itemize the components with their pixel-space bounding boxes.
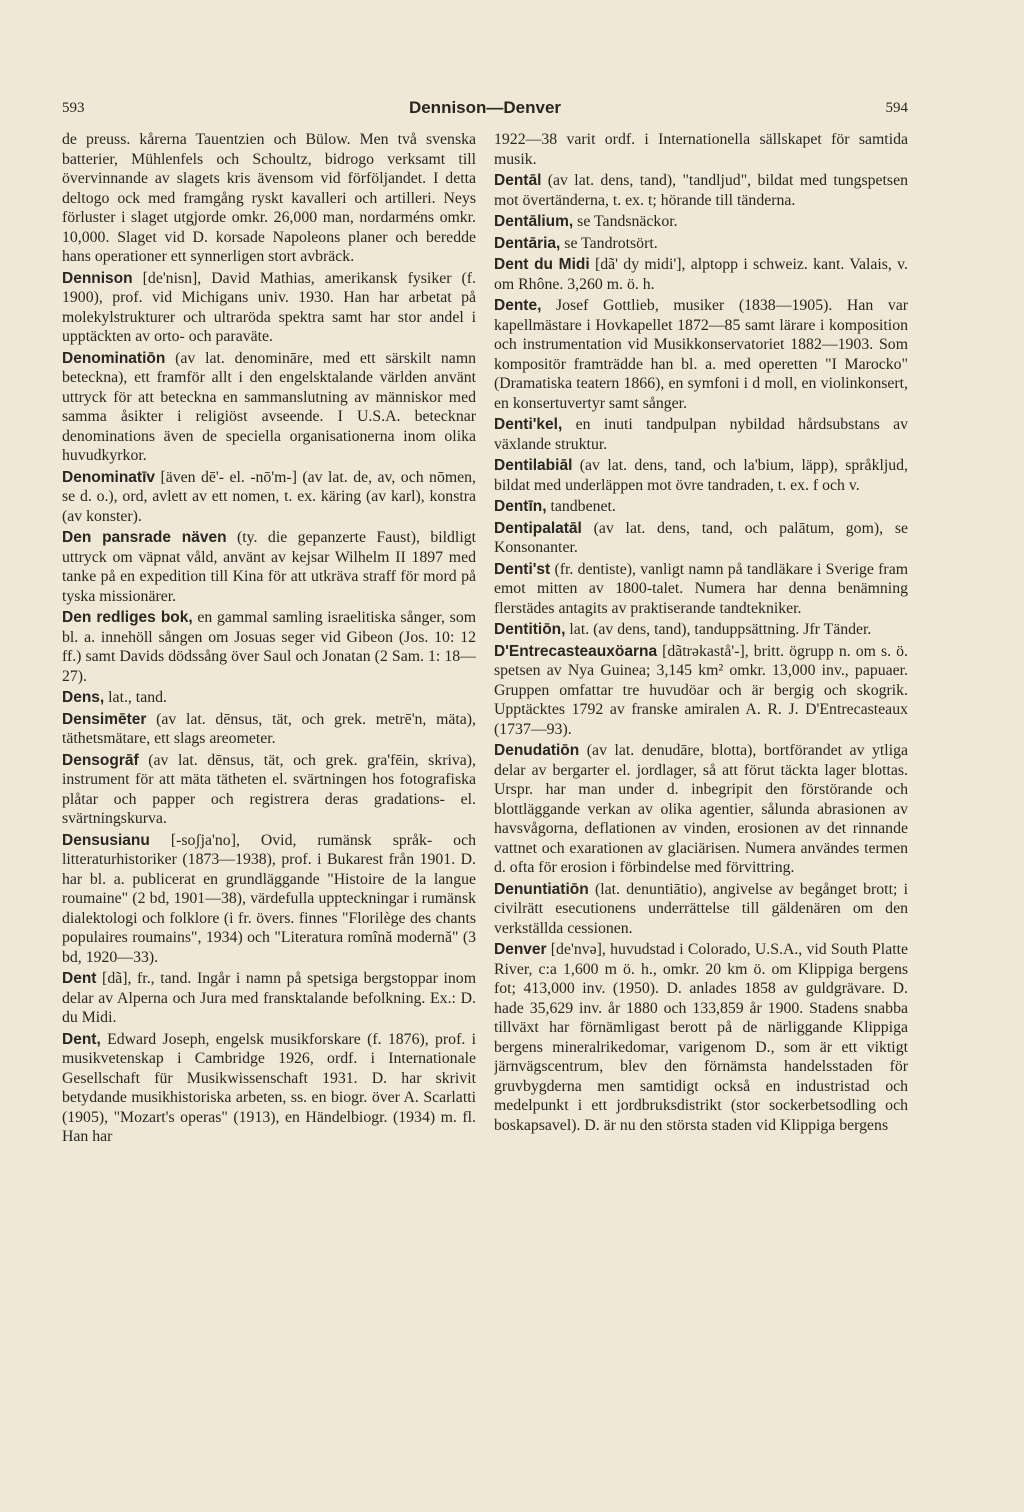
entry-headword: Dens, [62, 689, 105, 706]
entry-headword: Densusianu [62, 831, 150, 849]
dictionary-entry [494, 212, 908, 232]
entry-text: [-soʃja'no], Ovid, rumänsk språk- och litteraturhistoriker (1873—1938), prof. i Bukarest från 1901. D. har bl. a. publicerat en grundläggande "Histoire de la langue roumaine" (2 bd, 1901—38), värdefulla uppteckningar i rumänsk dialektologi och folklore (i fr. övers. finnes "Florilège des chants populaires roumains", 1934) och "Literatura romînă modernă" (3 bd, 1920—33). [62, 831, 476, 966]
dictionary-entry [62, 751, 476, 829]
dictionary-entry [494, 940, 908, 1135]
dictionary-entry [494, 560, 908, 619]
entry-headword: Dent [62, 970, 97, 987]
entry-text: de preuss. kårerna Tauentzien och Bülow. Men två svenska batterier, Mühlenfels och Schoultz, bidrogo verksamt till övervinnande av slagets kris ävensom vid förföljandet. I detta deltogo ock med framgång ryskt kavalleri och artilleri. Neys förluster i slaget utgjorde omkr. 26,000 man, nordarméns omkr. 10,000. Slaget vid D. korsade Napoleons planer och beredde hans operationer ett synnerligen stort avbräck. [62, 131, 476, 265]
entry-text: (av lat. dens, tand, och la'bium, läpp), språkljud, bildat med underläppen mot övre tandraden, t. ex. f och v. [494, 457, 908, 494]
entry-headword: Den redliges bok, [62, 609, 193, 626]
dictionary-entry [494, 497, 908, 517]
entry-text: (av lat. dēnsus, tät, och grek. gra'fēin, skriva), instrument för att mäta tätheten el. svärtningen hos fotografiska plåtar och papper och registrera deras gradations- el. svärtningskurva. [62, 751, 476, 827]
entry-text: lat. (av dens, tand), tanduppsättning. Jfr Tänder. [565, 621, 872, 638]
entry-headword: Den pansrade näven [62, 529, 227, 546]
entry-headword: Dennison [62, 269, 133, 287]
dictionary-entry [62, 130, 476, 267]
dictionary-entry [494, 415, 908, 454]
entry-headword: Densimēter [62, 710, 147, 728]
dictionary-entry [62, 710, 476, 749]
dictionary-entry [494, 171, 908, 210]
dictionary-entry [62, 608, 476, 686]
dictionary-entry [494, 130, 908, 169]
entry-headword: Dentitiōn, [494, 621, 566, 638]
page-title: Dennison—Denver [408, 98, 562, 117]
entry-headword: Dentipalatāl [494, 519, 582, 537]
left-column [62, 130, 476, 1500]
page-number-left: 593 [62, 99, 85, 116]
dictionary-entry [62, 969, 476, 1028]
dictionary-entry [62, 831, 476, 968]
dictionary-entry [62, 528, 476, 606]
entry-headword: Denuntiatiōn [494, 880, 589, 898]
dictionary-entry [494, 456, 908, 495]
dictionary-entry [494, 620, 908, 640]
entry-headword: Dentāria, [494, 234, 561, 252]
dictionary-entry [62, 688, 476, 708]
entry-text: Edward Joseph, engelsk musikforskare (f. 1876), prof. i musikvetenskap i Cambridge 1926, ordf. i Internationale Gesellschaft für Musikwissenschaft 1931. D. har skrivit betydande musikhistoriska arbeten, ss. en biogr. över A. Scarlatti (1905), "Mozart's operas" (1913), en Händelbiogr. (1934) m. fl. Han har [62, 1030, 476, 1145]
entry-headword: Densogrāf [62, 751, 139, 769]
entry-headword: Denti'st [494, 560, 551, 578]
entry-text: [dã' dy midi'], alptopp i schweiz. kant. Valais, v. om Rhône. 3,260 m. ö. h. [494, 256, 908, 293]
entry-headword: Dentāl [494, 172, 542, 189]
entry-text: (av lat. dēnsus, tät, och grek. metrē'n, mäta), täthetsmätare, ett slags areometer. [62, 710, 476, 747]
entry-headword: Dent du Midi [494, 256, 590, 273]
entry-headword: Denver [494, 941, 547, 958]
dictionary-entry [62, 468, 476, 527]
entry-headword: D'Entrecasteauxöarna [494, 642, 658, 660]
dictionary-entry [494, 234, 908, 254]
entry-text: [även dē'- el. -nō'm-] (av lat. de, av, och nōmen, se d. o.), ord, avlett av ett nomen, t. ex. käring (av karl), konstra (av konster). [62, 468, 476, 525]
entry-headword: Dentīn, [494, 498, 547, 515]
entry-text: se Tandsnäckor. [573, 213, 678, 230]
entry-text: [dãtrəkastå'-], britt. ögrupp n. om s. ö. spetsen av Nya Guinea; 3,145 km² omkr. 13,000 inv., papuaer. Gruppen omfattar tre huvudöar och är bergig och skogrik. Upptäcktes 1792 av franske amiralen A. R. J. D'Entrecasteaux (1737—93). [494, 642, 908, 738]
entry-text: (av lat. dens, tand, och palātum, gom), se Konsonanter. [494, 519, 908, 556]
entry-text: en gammal samling israelitiska sånger, som bl. a. innehöll sången om Josuas seger vid Gibeon (Jos. 10: 12 ff.) samt Davids dödssång över Saul och Jonatan (2 Sam. 1: 18—27). [62, 609, 476, 685]
entry-text: en inuti tandpulpan nybildad hårdsubstans av växlande struktur. [494, 416, 908, 453]
entry-text: (fr. dentiste), vanligt namn på tandläkare i Sverige fram emot mitten av 1800-talet. Numera har denna benämning flerstädes antagits av praktiserande tandtekniker. [494, 560, 908, 617]
entry-text: [de'nvə], huvudstad i Colorado, U.S.A., vid South Platte River, c:a 1,600 m ö. h., omkr. 20 km ö. om Klippiga bergens fot; 413,000 inv. (1950). D. anlades 1858 av guldgrävare. D. hade 35,629 inv. år 1880 och 133,859 år 1900. Stadens snabba tillväxt har förnämligast berott på de närliggande Klippiga bergens mineralrikedomar, varigenom D., som är ett viktigt järnvägscentrum, blev den förnämsta handelsstaden för gruvbygderna men samtidigt också en industristad och medelpunkt i ett jordbruksdistrikt (stor sockerbetsodling och boskapsavel). D. är nu den största staden vid Klippiga bergens [494, 941, 908, 1134]
dictionary-entry [494, 519, 908, 558]
entry-headword: Denti'kel, [494, 416, 563, 433]
dictionary-entry [494, 880, 908, 939]
dictionary-entry [494, 255, 908, 294]
entry-text: Josef Gottlieb, musiker (1838—1905). Han var kapellmästare i Hovkapellet 1872—85 samt lärare i komposition och instrumentation vid Musikkonservatoriet 1882—1903. Som kompositör framträdde han bl. a. med operetten "I Marocko" (Dramatiska teatern 1866), en symfoni i d moll, en violinkonsert, en konsertuvertyr samt sånger. [494, 297, 908, 412]
entry-text: (ty. die gepanzerte Faust), bildligt uttryck om väpnat våld, använt av kejsar Wilhelm II 1897 med tanke på en expedition till Kina för att utkräva straff för mord på tyska missionärer. [62, 529, 476, 605]
entry-text: (av lat. denomināre, med ett särskilt namn beteckna), ett framför allt i den engelsktalande världen använt uttryck för att beteckna en sammanslutning av människor med samma åsikter i religiöst avseende. I U.S.A. betecknar denominations även de speciella organisationerna inom olika huvudkyrkor. [62, 349, 476, 464]
entry-headword: Dentilabiāl [494, 457, 573, 474]
page-number-right: 594 [885, 99, 908, 116]
dictionary-entry [62, 1030, 476, 1147]
entry-text: (av lat. dens, tand), "tandljud", bildat med tungspetsen mot övertänderna, t. ex. t; hörande till tänderna. [494, 172, 908, 209]
entry-headword: Dentālium, [494, 213, 574, 230]
entry-text: se Tandrotsört. [560, 234, 658, 252]
right-column [494, 130, 908, 1500]
entry-headword: Denominatiōn [62, 349, 166, 367]
page-header [62, 96, 908, 120]
dictionary-entry [494, 642, 908, 740]
dictionary-entry [494, 296, 908, 413]
entry-text: (av lat. denudāre, blotta), bortförandet av ytliga delar av bergarter el. jordlager, så att förut täckta lager blottas. Urspr. har man under d. inbegripit den förstörande och blottläggande verkan av olika agentier, sålunda abrasionen av havsvågorna, deflationen av vinden, erosionen av det rinnande vattnet och exarationen av glaciärisen. Numera användes termen d. ofta för erosion i förbindelse med förvittring. [494, 742, 908, 876]
entry-headword: Dent, [62, 1030, 101, 1048]
dictionary-entry [62, 269, 476, 347]
entry-headword: Denominatīv [62, 468, 156, 486]
entry-headword: Dente, [494, 297, 542, 314]
dictionary-entry [494, 741, 908, 878]
entry-headword: Denudatiōn [494, 742, 580, 759]
entry-text: [de'nisn], David Mathias, amerikansk fysiker (f. 1900), prof. vid Michigans univ. 1930. Han har arbetat på molekylstrukturer och ultraröda spektra samt har stor andel i upptäckten av orto- och paraväte. [62, 269, 476, 345]
entry-text: (lat. denuntiātio), angivelse av begånget brott; i civilrätt esecutionens underrättelse till gäldenären om den verkställda cessionen. [494, 880, 908, 937]
entry-text: lat., tand. [104, 689, 167, 706]
entry-text: [dã], fr., tand. Ingår i namn på spetsiga bergstoppar inom delar av Alperna och Jura med fransktalande befolkning. Ex.: D. du Midi. [62, 970, 476, 1026]
entry-text: 1922—38 varit ordf. i Internationella sällskapet för samtida musik. [494, 131, 908, 168]
dictionary-entry [62, 349, 476, 466]
entry-text: tandbenet. [546, 498, 616, 515]
